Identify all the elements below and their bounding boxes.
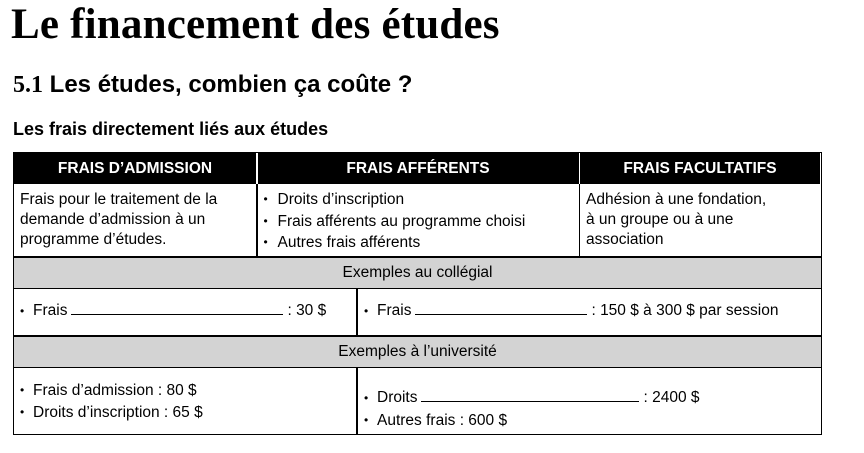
afferents-list — [258, 184, 579, 256]
university-left-list — [20, 380, 203, 423]
fees-table — [13, 152, 822, 435]
college-frais-right: • Frais : 150 $ à 300 $ par session — [364, 302, 779, 319]
college-examples-band: Exemples au collégial — [14, 258, 821, 288]
list-item: • Frais d’admission : 80 $ — [20, 382, 197, 399]
section-title — [13, 70, 412, 100]
college-frais-left: • Frais : 30 $ — [20, 302, 327, 319]
page-title: Le financement des études — [11, 1, 500, 48]
header-frais-afferents: FRAIS AFFÉRENTS — [258, 153, 579, 184]
list-item: • Droits d’inscription — [264, 189, 579, 211]
list-item: • Autres frais afférents — [264, 232, 579, 254]
header-frais-facultatifs: FRAIS FACULTATIFS — [580, 153, 820, 184]
subsection-heading: Les frais directement liés aux études — [13, 119, 329, 139]
university-autres-frais: • Autres frais : 600 $ — [364, 412, 508, 429]
list-item: • Frais afférents au programme choisi — [264, 211, 579, 233]
section-number: 5.1 — [13, 72, 43, 98]
admission-description: Frais pour le traitement de la demande d’admission à un programme d’études. — [20, 191, 218, 248]
university-examples-band: Exemples à l’université — [14, 337, 821, 367]
list-item: • Droits d’inscription : 65 $ — [20, 403, 203, 421]
facultatifs-description: Adhésion à une fondation, à un groupe ou à une association — [586, 191, 767, 248]
section-title-text: Les études, combien ça coûte ? — [49, 71, 413, 98]
header-frais-admission: FRAIS D’ADMISSION — [14, 153, 256, 184]
university-droits: • Droits : 2400 $ — [364, 389, 700, 406]
